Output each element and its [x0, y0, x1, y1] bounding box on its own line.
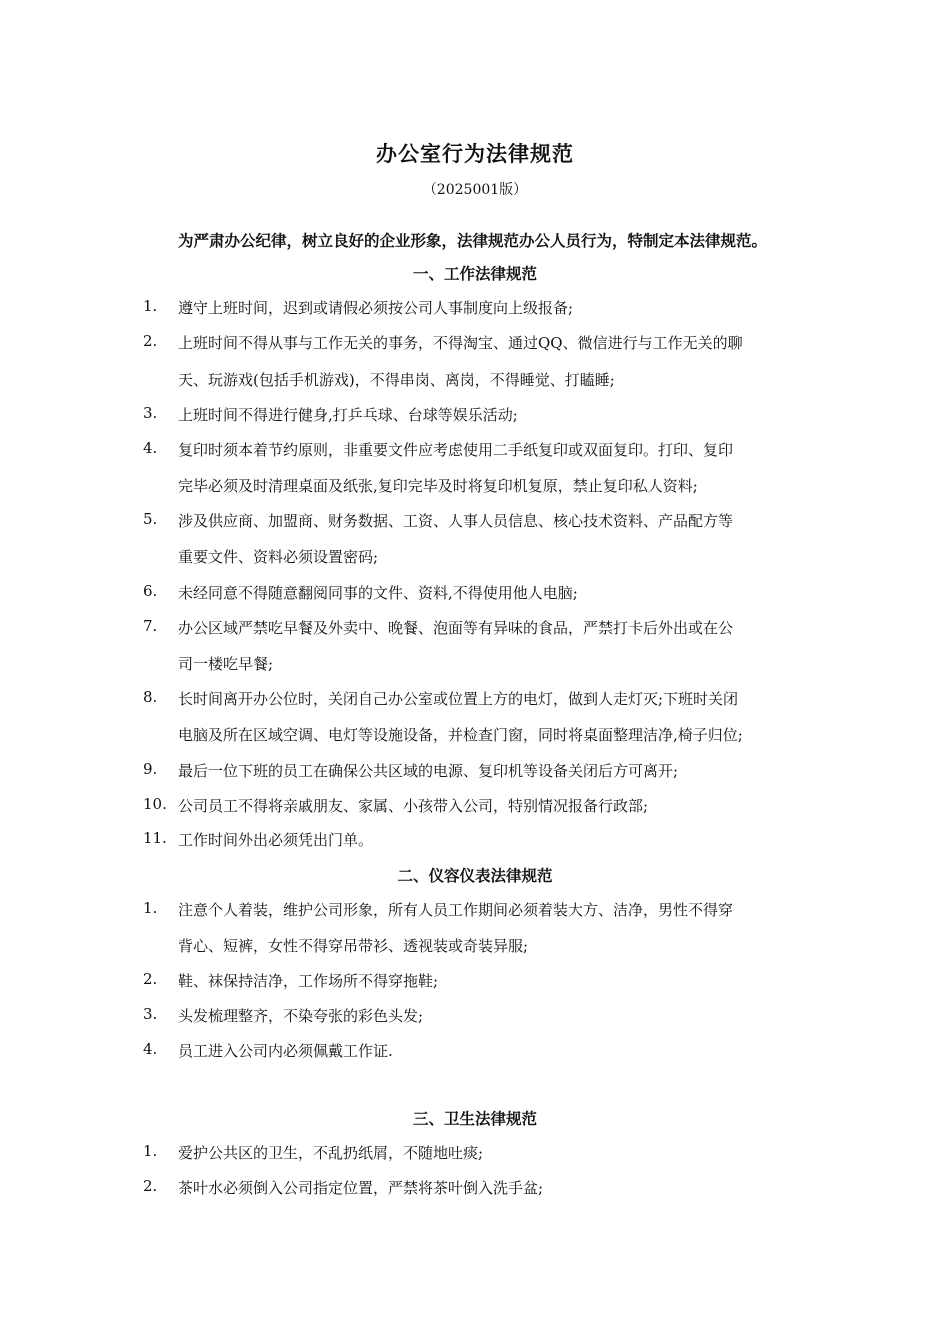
version-label: （2025001版） [422, 182, 528, 198]
list-item-text: 遵守上班时间，迟到或请假必须按公司人事制度向上级报备; [178, 299, 574, 317]
list-item-text: 注意个人着装，维护公司形象，所有人员工作期间必须着装大方、洁净，男性不得穿 [178, 901, 734, 919]
list-item-number: 8. [143, 688, 158, 706]
list-item-number: 11. [143, 829, 167, 847]
list-item-text: 员工进入公司内必须佩戴工作证. [178, 1042, 393, 1060]
list-item-text: 最后一位下班的员工在确保公共区域的电源、复印机等设备关闭后方可离开; [178, 762, 679, 780]
list-item-text: 电脑及所在区域空调、电灯等设施设备，并检查门窗，同时将桌面整理洁净,椅子归位; [178, 726, 743, 744]
list-item-text: 工作时间外出必须凭出门单。 [178, 831, 374, 849]
list-item-number: 2. [143, 1177, 158, 1195]
list-item-number: 5. [143, 510, 158, 528]
page-title: 办公室行为法律规范 [376, 142, 574, 166]
list-item-text: 复印时须本着节约原则，非重要文件应考虑使用二手纸复印或双面复印。打印、复印 [178, 441, 734, 459]
list-item-text: 公司员工不得将亲戚朋友、家属、小孩带入公司，特别情况报备行政部; [178, 797, 649, 815]
list-item-number: 1. [143, 1142, 158, 1160]
list-item-number: 4. [143, 1040, 158, 1058]
list-item-text: 上班时间不得进行健身,打乒乓球、台球等娱乐活动; [178, 406, 518, 424]
list-item-number: 7. [143, 617, 158, 635]
list-item-text: 茶叶水必须倒入公司指定位置，严禁将茶叶倒入洗手盆; [178, 1179, 544, 1197]
list-item-text: 长时间离开办公位时，关闭自己办公室或位置上方的电灯，做到人走灯灭;下班时关闭 [178, 690, 739, 708]
list-item-text: 鞋、袜保持洁净，工作场所不得穿拖鞋; [178, 972, 439, 990]
list-item-number: 1. [143, 899, 158, 917]
list-item-number: 9. [143, 760, 158, 778]
section-heading-hygiene: 三、卫生法律规范 [412, 1110, 537, 1128]
list-item-number: 6. [143, 582, 158, 600]
list-item-number: 1. [143, 297, 158, 315]
list-item-text: 天、玩游戏(包括手机游戏)，不得串岗、离岗，不得睡觉、打瞌睡; [178, 371, 615, 389]
list-item-text: 完毕必须及时清理桌面及纸张,复印完毕及时将复印机复原，禁止复印私人资料; [178, 477, 698, 495]
list-item-text: 头发梳理整齐，不染夸张的彩色头发; [178, 1007, 424, 1025]
section-heading-appearance: 二、仪容仪表法律规范 [397, 867, 553, 885]
list-item-number: 3. [143, 404, 158, 422]
list-item-number: 2. [143, 332, 158, 350]
list-item-text: 重要文件、资料必须设置密码; [178, 548, 379, 566]
list-item-number: 2. [143, 970, 158, 988]
list-item-text: 涉及供应商、加盟商、财务数据、工资、人事人员信息、核心技术资料、产品配方等 [178, 512, 734, 530]
section-heading-work: 一、工作法律规范 [412, 265, 537, 283]
list-item-text: 办公区域严禁吃早餐及外卖中、晚餐、泡面等有异味的食品，严禁打卡后外出或在公 [178, 619, 734, 637]
list-item-text: 爱护公共区的卫生，不乱扔纸屑，不随地吐痰; [178, 1144, 484, 1162]
intro-paragraph: 为严肃办公纪律，树立良好的企业形象，法律规范办公人员行为，特制定本法律规范。 [178, 232, 768, 250]
list-item-number: 3. [143, 1005, 158, 1023]
list-item-number: 10. [143, 795, 167, 813]
list-item-text: 背心、短裤，女性不得穿吊带衫、透视装或奇装异服; [178, 937, 529, 955]
list-item-number: 4. [143, 439, 158, 457]
list-item-text: 未经同意不得随意翻阅同事的文件、资料,不得使用他人电脑; [178, 584, 578, 602]
list-item-text: 司一楼吃早餐; [178, 655, 274, 673]
list-item-text: 上班时间不得从事与工作无关的事务，不得淘宝、通过QQ、微信进行与工作无关的聊 [178, 334, 743, 352]
